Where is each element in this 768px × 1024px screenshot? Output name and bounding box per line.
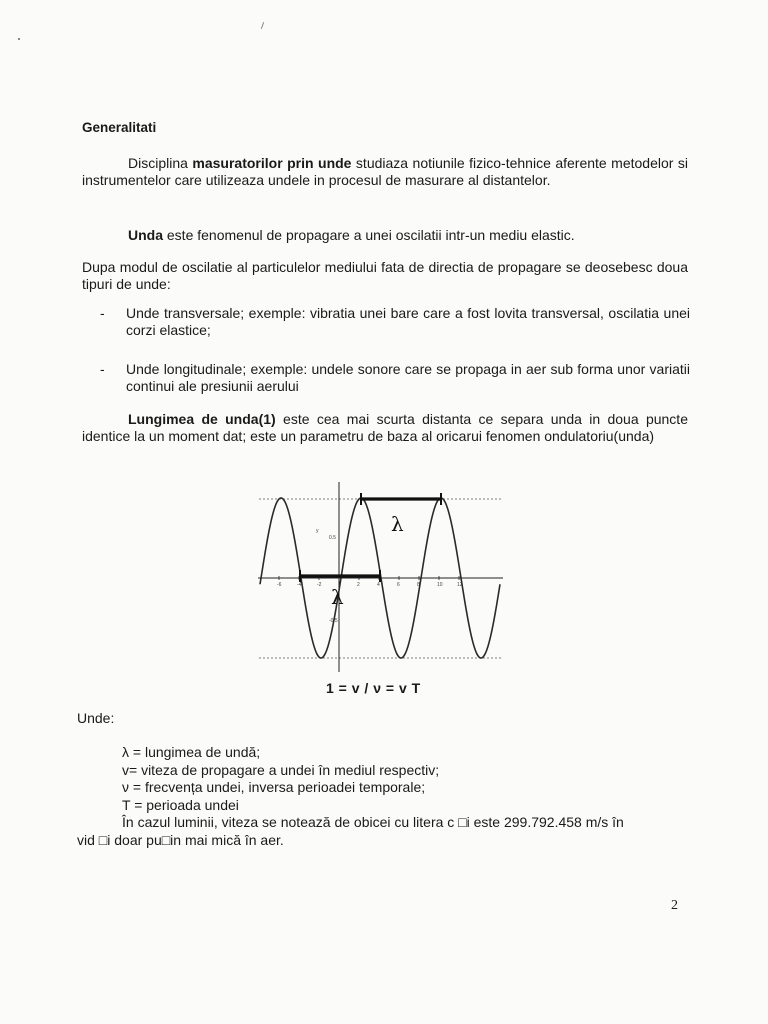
- definition-velocity: v= viteza de propagare a undei în mediul respectiv;: [122, 761, 440, 778]
- wavelength-formula: 1 = v / ν = v T: [326, 680, 421, 696]
- intro-text-rest: studiaza notiunile fizico-tehnice aferente metodelor si instrumentelor care utilizeaza undele in procesul de masurare al distantelor.: [82, 155, 689, 188]
- y-axis-label: y: [316, 528, 319, 534]
- scan-speck: [18, 38, 20, 40]
- y-tick-label: -0.5: [329, 618, 338, 624]
- light-speed-note-line1: În cazul luminii, viteza se notează de obicei cu litera c □i este 299.792.458 m/s în: [122, 814, 624, 830]
- x-tick-label: -4: [297, 582, 302, 588]
- lambda-label-top: λ: [391, 512, 404, 536]
- bullet-text: Unde transversale; exemple: vibratia unei bare care a fost lovita transversal, oscilatia unei corzi elastice;: [126, 305, 690, 338]
- bullet-dash: -: [100, 305, 105, 321]
- definitions-list: [77, 744, 692, 849]
- x-tick-label: 6: [397, 582, 400, 588]
- definition-period: T = perioada undei: [122, 796, 239, 813]
- paragraph-wavelength: [82, 411, 688, 445]
- x-tick-label: 2: [357, 582, 360, 588]
- x-tick-label: 10: [437, 582, 443, 588]
- paragraph-wave-types: Dupa modul de oscilatie al particulelor mediului fata de directia de propagare se deosebesc doua tipuri de unde:: [82, 259, 688, 292]
- wave-definition-text: este fenomenul de propagare a unei oscilatii intr-un mediu elastic.: [163, 227, 575, 243]
- x-tick-label: -2: [317, 582, 322, 588]
- x-tick-label: 4: [377, 582, 380, 588]
- x-tick-label: 8: [417, 582, 420, 588]
- list-item-longitudinal: [100, 361, 690, 395]
- x-tick-label: 12: [457, 582, 463, 588]
- section-heading: Generalitati: [82, 120, 157, 135]
- y-tick-label: 0.5: [329, 535, 336, 541]
- bullet-dash: -: [100, 361, 105, 377]
- definition-frequency: ν = frecvența undei, inversa perioadei temporale;: [122, 779, 426, 795]
- list-item-transverse: [100, 305, 690, 339]
- wave-bold-term: Unda: [128, 227, 163, 243]
- light-speed-note-line2: vid □i doar pu□in mai mică în aer.: [77, 831, 284, 848]
- scan-speck: [261, 22, 264, 29]
- definition-lambda: λ = lungimea de undă;: [122, 744, 261, 760]
- paragraph-intro: [82, 155, 688, 189]
- intro-bold-term: masuratorilor prin unde: [192, 155, 352, 171]
- wavelength-text: este cea mai scurta distanta ce separa unda in doua puncte identice la un moment dat; este un parametru de baza al oricarui fenomen ondulatoriu(unda): [82, 411, 688, 444]
- bullet-text: Unde longitudinale; exemple: undele sonore care se propaga in aer sub forma unor variatii continui ale presiunii aerului: [126, 361, 690, 394]
- where-label: Unde:: [77, 710, 115, 726]
- intro-text-start: Disciplina: [128, 155, 193, 171]
- paragraph-wave-definition: [82, 227, 688, 244]
- lambda-label-middle: λ: [331, 585, 344, 609]
- wavelength-bar-top: [361, 493, 441, 505]
- wave-diagram: [255, 482, 507, 674]
- x-tick-label: -6: [277, 582, 282, 588]
- wavelength-bold-term: Lungimea de unda(1): [128, 411, 276, 427]
- page-number: 2: [671, 898, 678, 913]
